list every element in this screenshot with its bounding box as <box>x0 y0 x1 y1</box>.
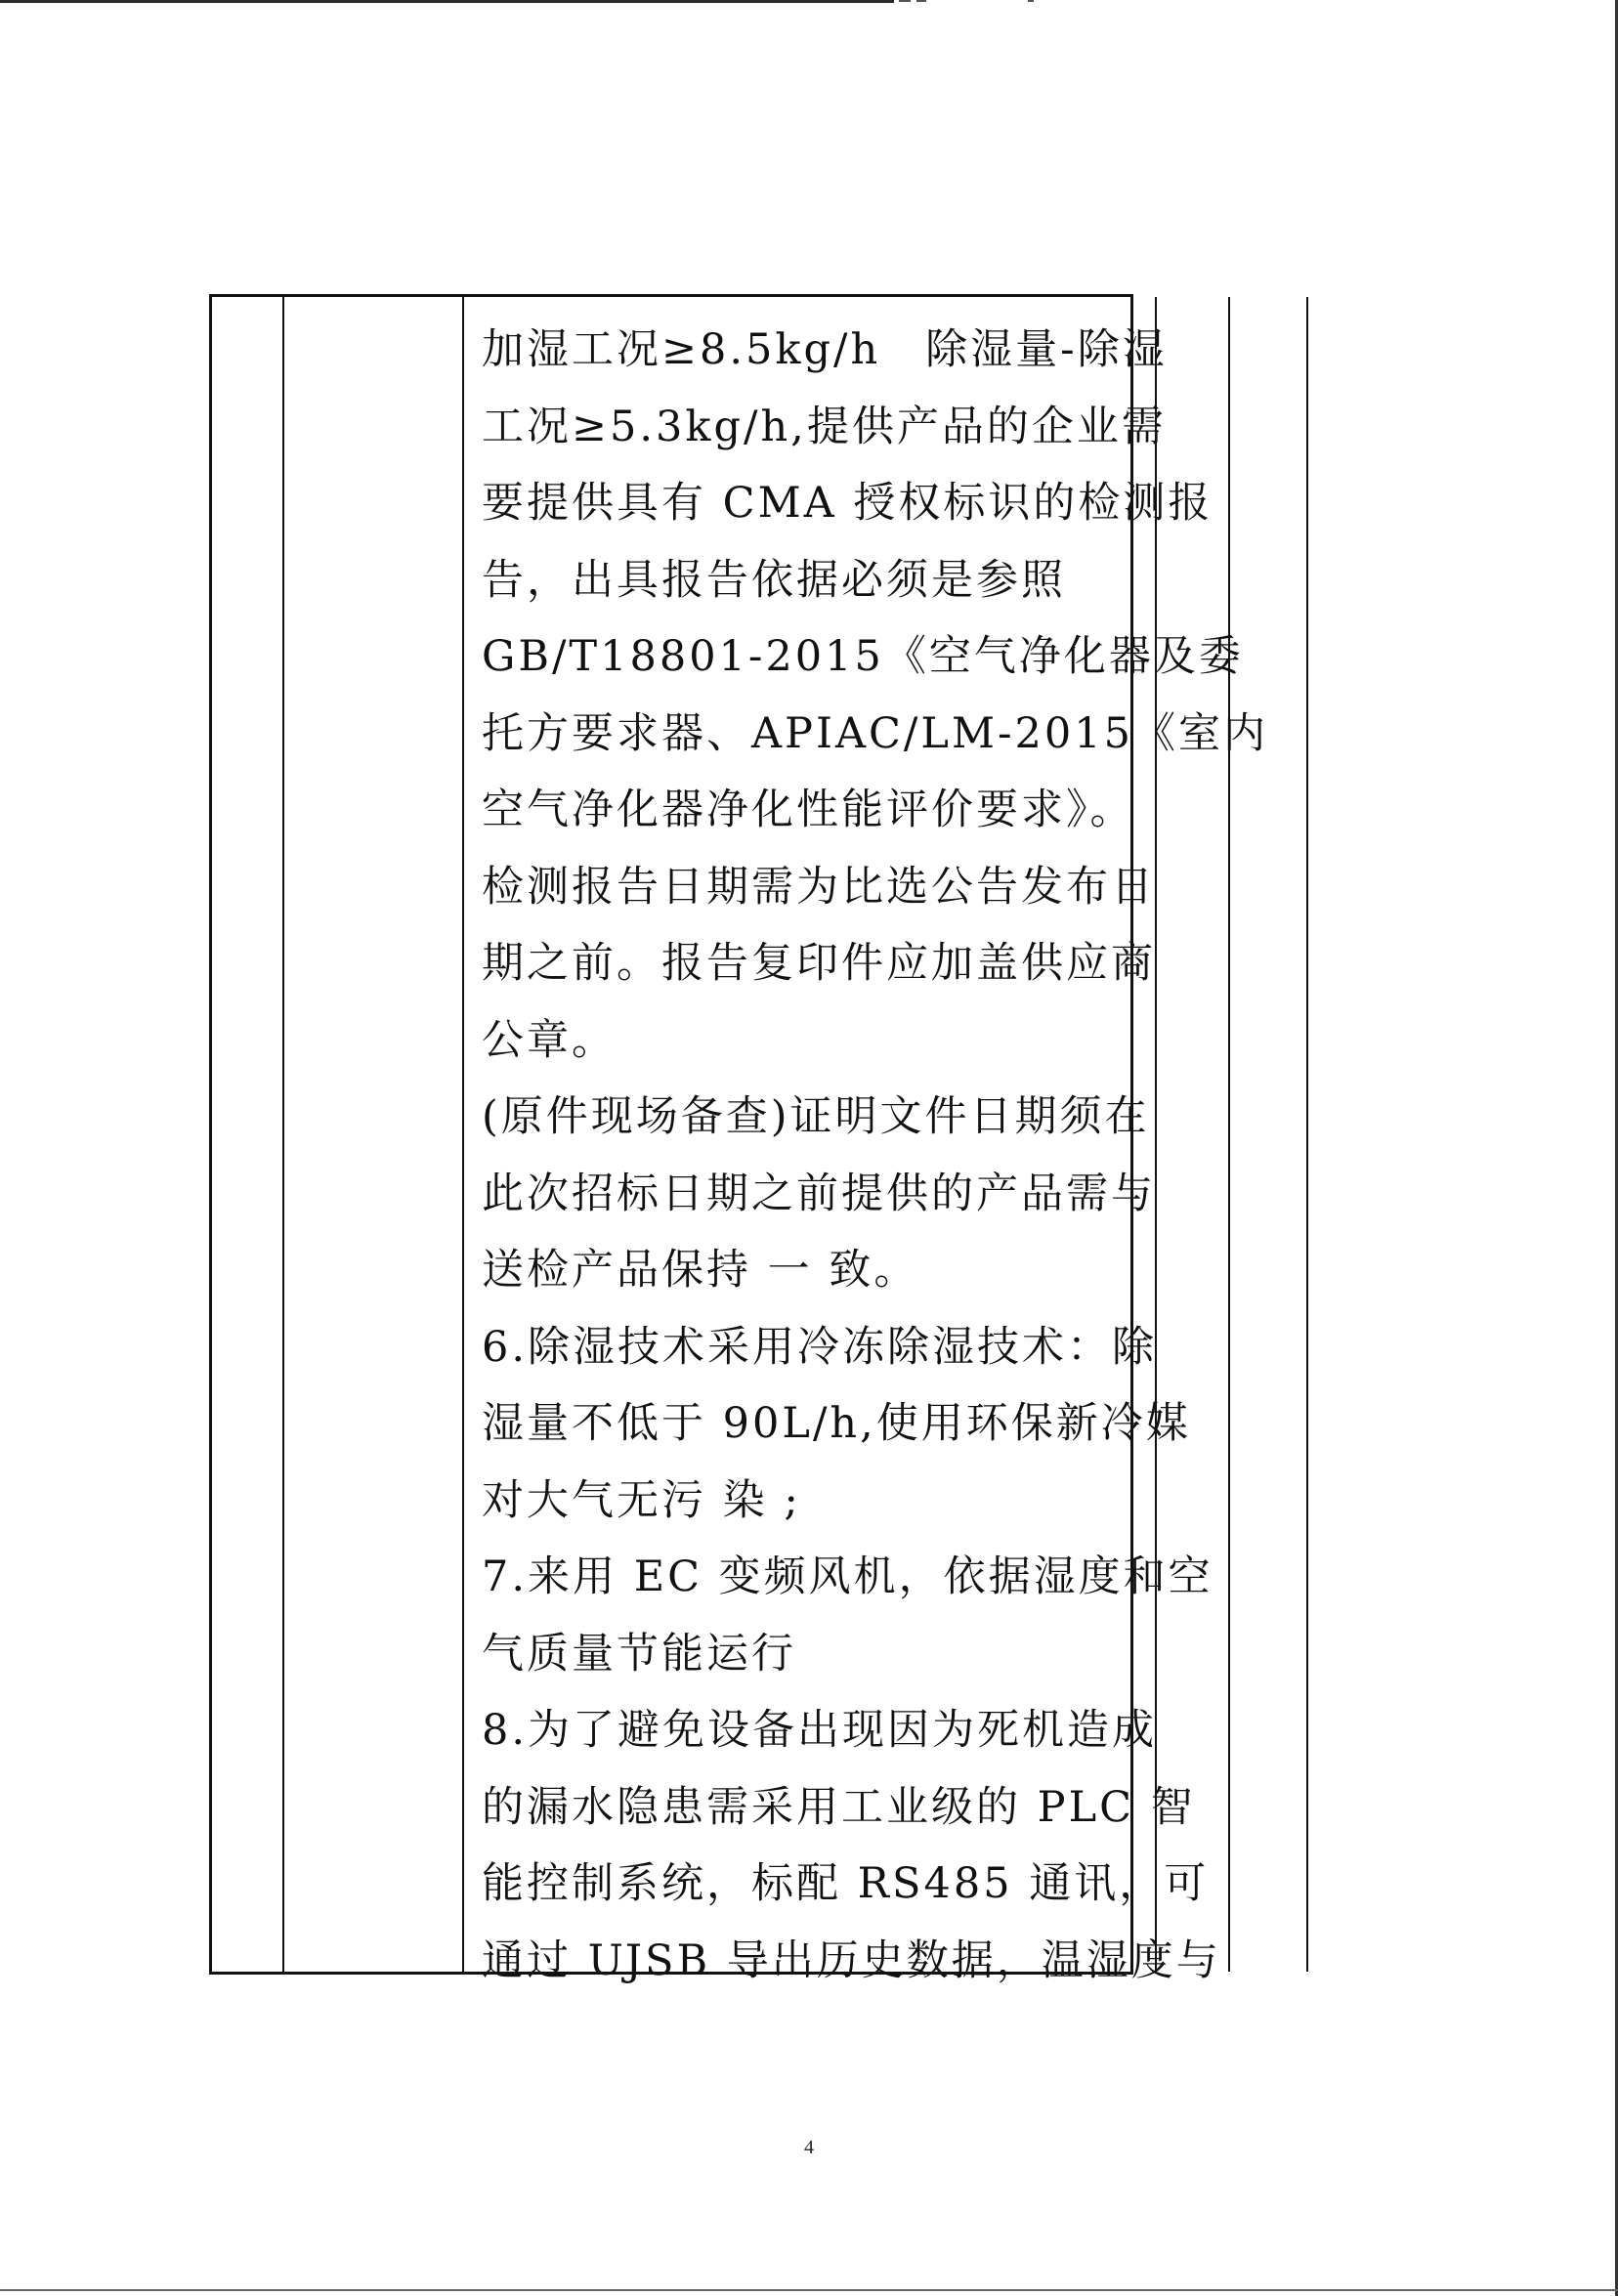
scan-edge-dash <box>916 0 926 2</box>
spec-text-line: 7.来用 EC 变频风机，依据湿度和空 <box>482 1552 1214 1601</box>
spec-text-line: 期之前。报告复印件应加盖供应商 <box>482 939 1156 988</box>
scan-edge-dash <box>899 0 911 2</box>
column-divider <box>1306 297 1308 1972</box>
spec-text-line: 公章。 <box>482 1015 617 1065</box>
spec-text-line: 能控制系统，标配 RS485 通讯，可 <box>482 1859 1210 1908</box>
spec-text-line: 通过 UJSB 导出历史数据，温湿度与 <box>482 1935 1221 1985</box>
page-number: 4 <box>804 2137 814 2158</box>
spec-text-line: 空气净化器净化性能评价要求》。 <box>482 786 1135 834</box>
scan-edge-dash <box>1028 0 1034 2</box>
spec-text-line: 加湿工况≥8.5kg/h 除湿量-除湿 <box>482 325 1168 374</box>
column-divider <box>1228 297 1230 1972</box>
spec-text-line: 检测报告日期需为比选公告发布日 <box>482 862 1156 912</box>
spec-text-line: 此次招标日期之前提供的产品需与 <box>482 1169 1156 1218</box>
spec-text-line: 对大气无污 染 ; <box>482 1475 801 1525</box>
spec-text-line: 工况≥5.3kg/h,提供产品的企业需 <box>482 402 1167 451</box>
scan-edge-bottom <box>0 2289 1618 2291</box>
spec-text-line: 要提供具有 CMA 授权标识的检测报 <box>482 479 1214 528</box>
spec-text-line: GB/T18801-2015《空气净化器及委 <box>482 632 1244 681</box>
spec-text-line: 托方要求器、APIAC/LM-2015《室内 <box>482 708 1268 758</box>
spec-text-line: 的漏水隐患需采用工业级的 PLC 智 <box>482 1782 1196 1832</box>
column-divider <box>282 297 284 1972</box>
spec-text-line: 6.除湿技术采用冷冻除湿技术：除 <box>482 1322 1158 1372</box>
spec-text-line: 送检产品保持 一 致。 <box>482 1246 919 1295</box>
spec-text-line: 湿量不低于 90L/h,使用环保新冷媒 <box>482 1399 1191 1448</box>
scan-edge-top <box>0 0 894 3</box>
spec-content-cell <box>464 297 1268 1985</box>
spec-text-line: (原件现场备查)证明文件日期须在 <box>482 1092 1150 1141</box>
spec-text-line: 气质量节能运行 <box>482 1629 796 1679</box>
spec-table <box>209 294 1268 1985</box>
spec-text-line: 告，出具报告依据必须是参照 <box>482 555 1066 605</box>
spec-text-line: 8.为了避免设备出现因为死机造成 <box>482 1706 1158 1755</box>
